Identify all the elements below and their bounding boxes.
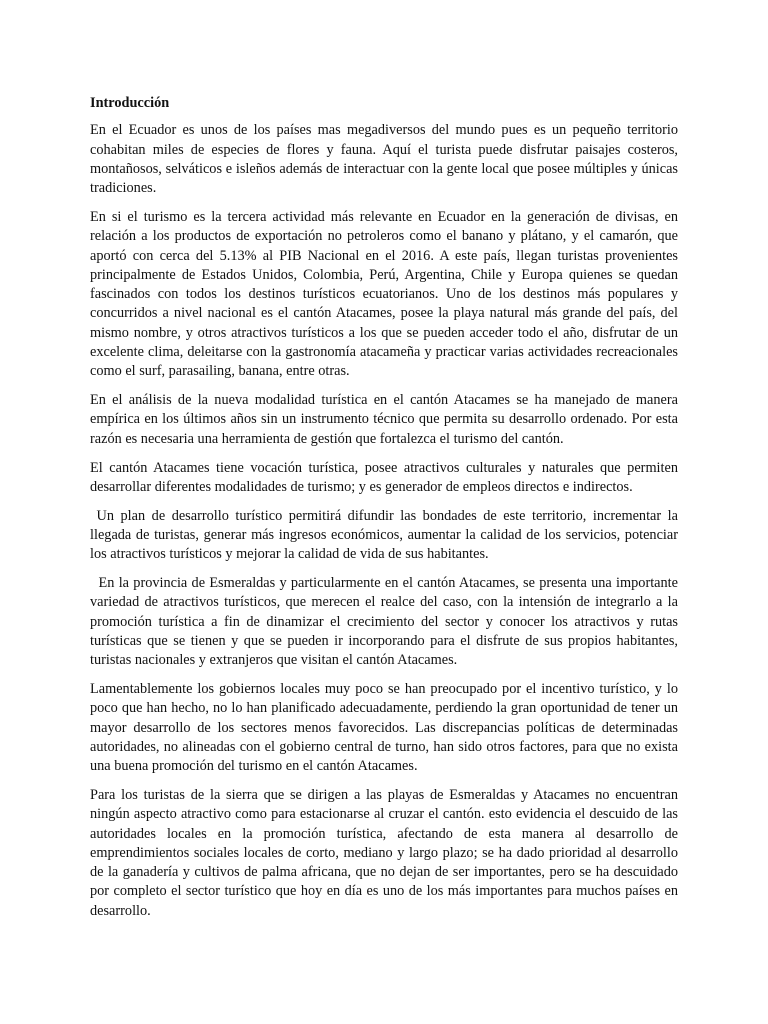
paragraph-7: Lamentablemente los gobiernos locales muy poco se han preocupado por el incentivo turístico, y lo poco que han hecho, no lo han planificado adecuadamente, perdiendo la gran oportunidad de tener un mayor desarrollo de los sectores menos favorecidos. Las discrepancias políticas de determinadas autoridades, no alineadas con el gobierno central de turno, han sido otros factores, para que no exista una buena promoción del turismo en el cantón Atacames. xyxy=(90,681,682,775)
paragraph-6: En la provincia de Esmeraldas y particularmente en el cantón Atacames, se presenta una importante variedad de atractivos turísticos, que merecen el realce del caso, con la intensión de integrarlo a la promoción turística a fin de dinamizar el crecimiento del sector y conocer los atractivos y rutas turísticas que se tienen y que se pueden ir incorporando para el disfrute de sus propios habitantes, turistas nacionales y extranjeros que visitan el cantón Atacames. xyxy=(90,575,682,669)
paragraph-8: Para los turistas de la sierra que se dirigen a las playas de Esmeraldas y Atacames no encuentran ningún aspecto atractivo como para estacionarse al cruzar el cantón. esto evidencia el descuido de las autoridades locales en la promoción turística, afectando de esta manera al desarrollo de emprendimientos sociales locales de corto, mediano y largo plazo; se ha dado prioridad al desarrollo de la ganadería y cultivos de palma africana, que no dejan de ser importantes, pero se ha descuidado por completo el sector turístico que hoy en día es uno de los más importantes para muchos países en desarrollo. xyxy=(90,787,682,919)
document-page xyxy=(90,94,682,931)
paragraph-1: En el Ecuador es unos de los países mas megadiversos del mundo pues es un pequeño territorio cohabitan miles de especies de flores y fauna. Aquí el turista puede disfrutar paisajes costeros, montañosos, selváticos e isleños además de interactuar con la gente local que posee múltiples y únicas tradiciones. xyxy=(90,122,682,197)
paragraph-5: Un plan de desarrollo turístico permitirá difundir las bondades de este territorio, incrementar la llegada de turistas, generar más ingresos económicos, aumentar la calidad de los servicios, potenciar los atractivos turísticos y mejorar la calidad de vida de sus habitantes. xyxy=(90,507,682,563)
paragraph-2: En si el turismo es la tercera actividad más relevante en Ecuador en la generación de divisas, en relación a los productos de exportación no petroleros como el banano y plátano, y el camarón, que aportó con cerca del 5.13% al PIB Nacional en el 2016. A este país, llegan turistas provenientes principalmente de Estados Unidos, Colombia, Perú, Argentina, Chile y Europa quienes se quedan fascinados con todos los destinos turísticos ecuatorianos. Uno de los destinos más populares y concurridos a nivel nacional es el cantón Atacames, posee la playa natural más grande del país, del mismo nombre, y otros atractivos turísticos a los que se pueden acceder todo el año, disfrutar de un excelente clima, deleitarse con la gastronomía atacameña y practicar varias actividades recreacionales como el surf, parasailing, banana, entre otras. xyxy=(90,208,682,380)
section-heading: Introducción xyxy=(90,95,170,111)
paragraph-3: En el análisis de la nueva modalidad turística en el cantón Atacames se ha manejado de manera empírica en los últimos años sin un instrumento técnico que permita su desarrollo ordenado. Por esta razón es necesaria una herramienta de gestión que fortalezca el turismo del cantón. xyxy=(90,392,682,447)
paragraph-4: El cantón Atacames tiene vocación turística, posee atractivos culturales y naturales que permiten desarrollar diferentes modalidades de turismo; y es generador de empleos directos e indirectos. xyxy=(90,459,682,495)
